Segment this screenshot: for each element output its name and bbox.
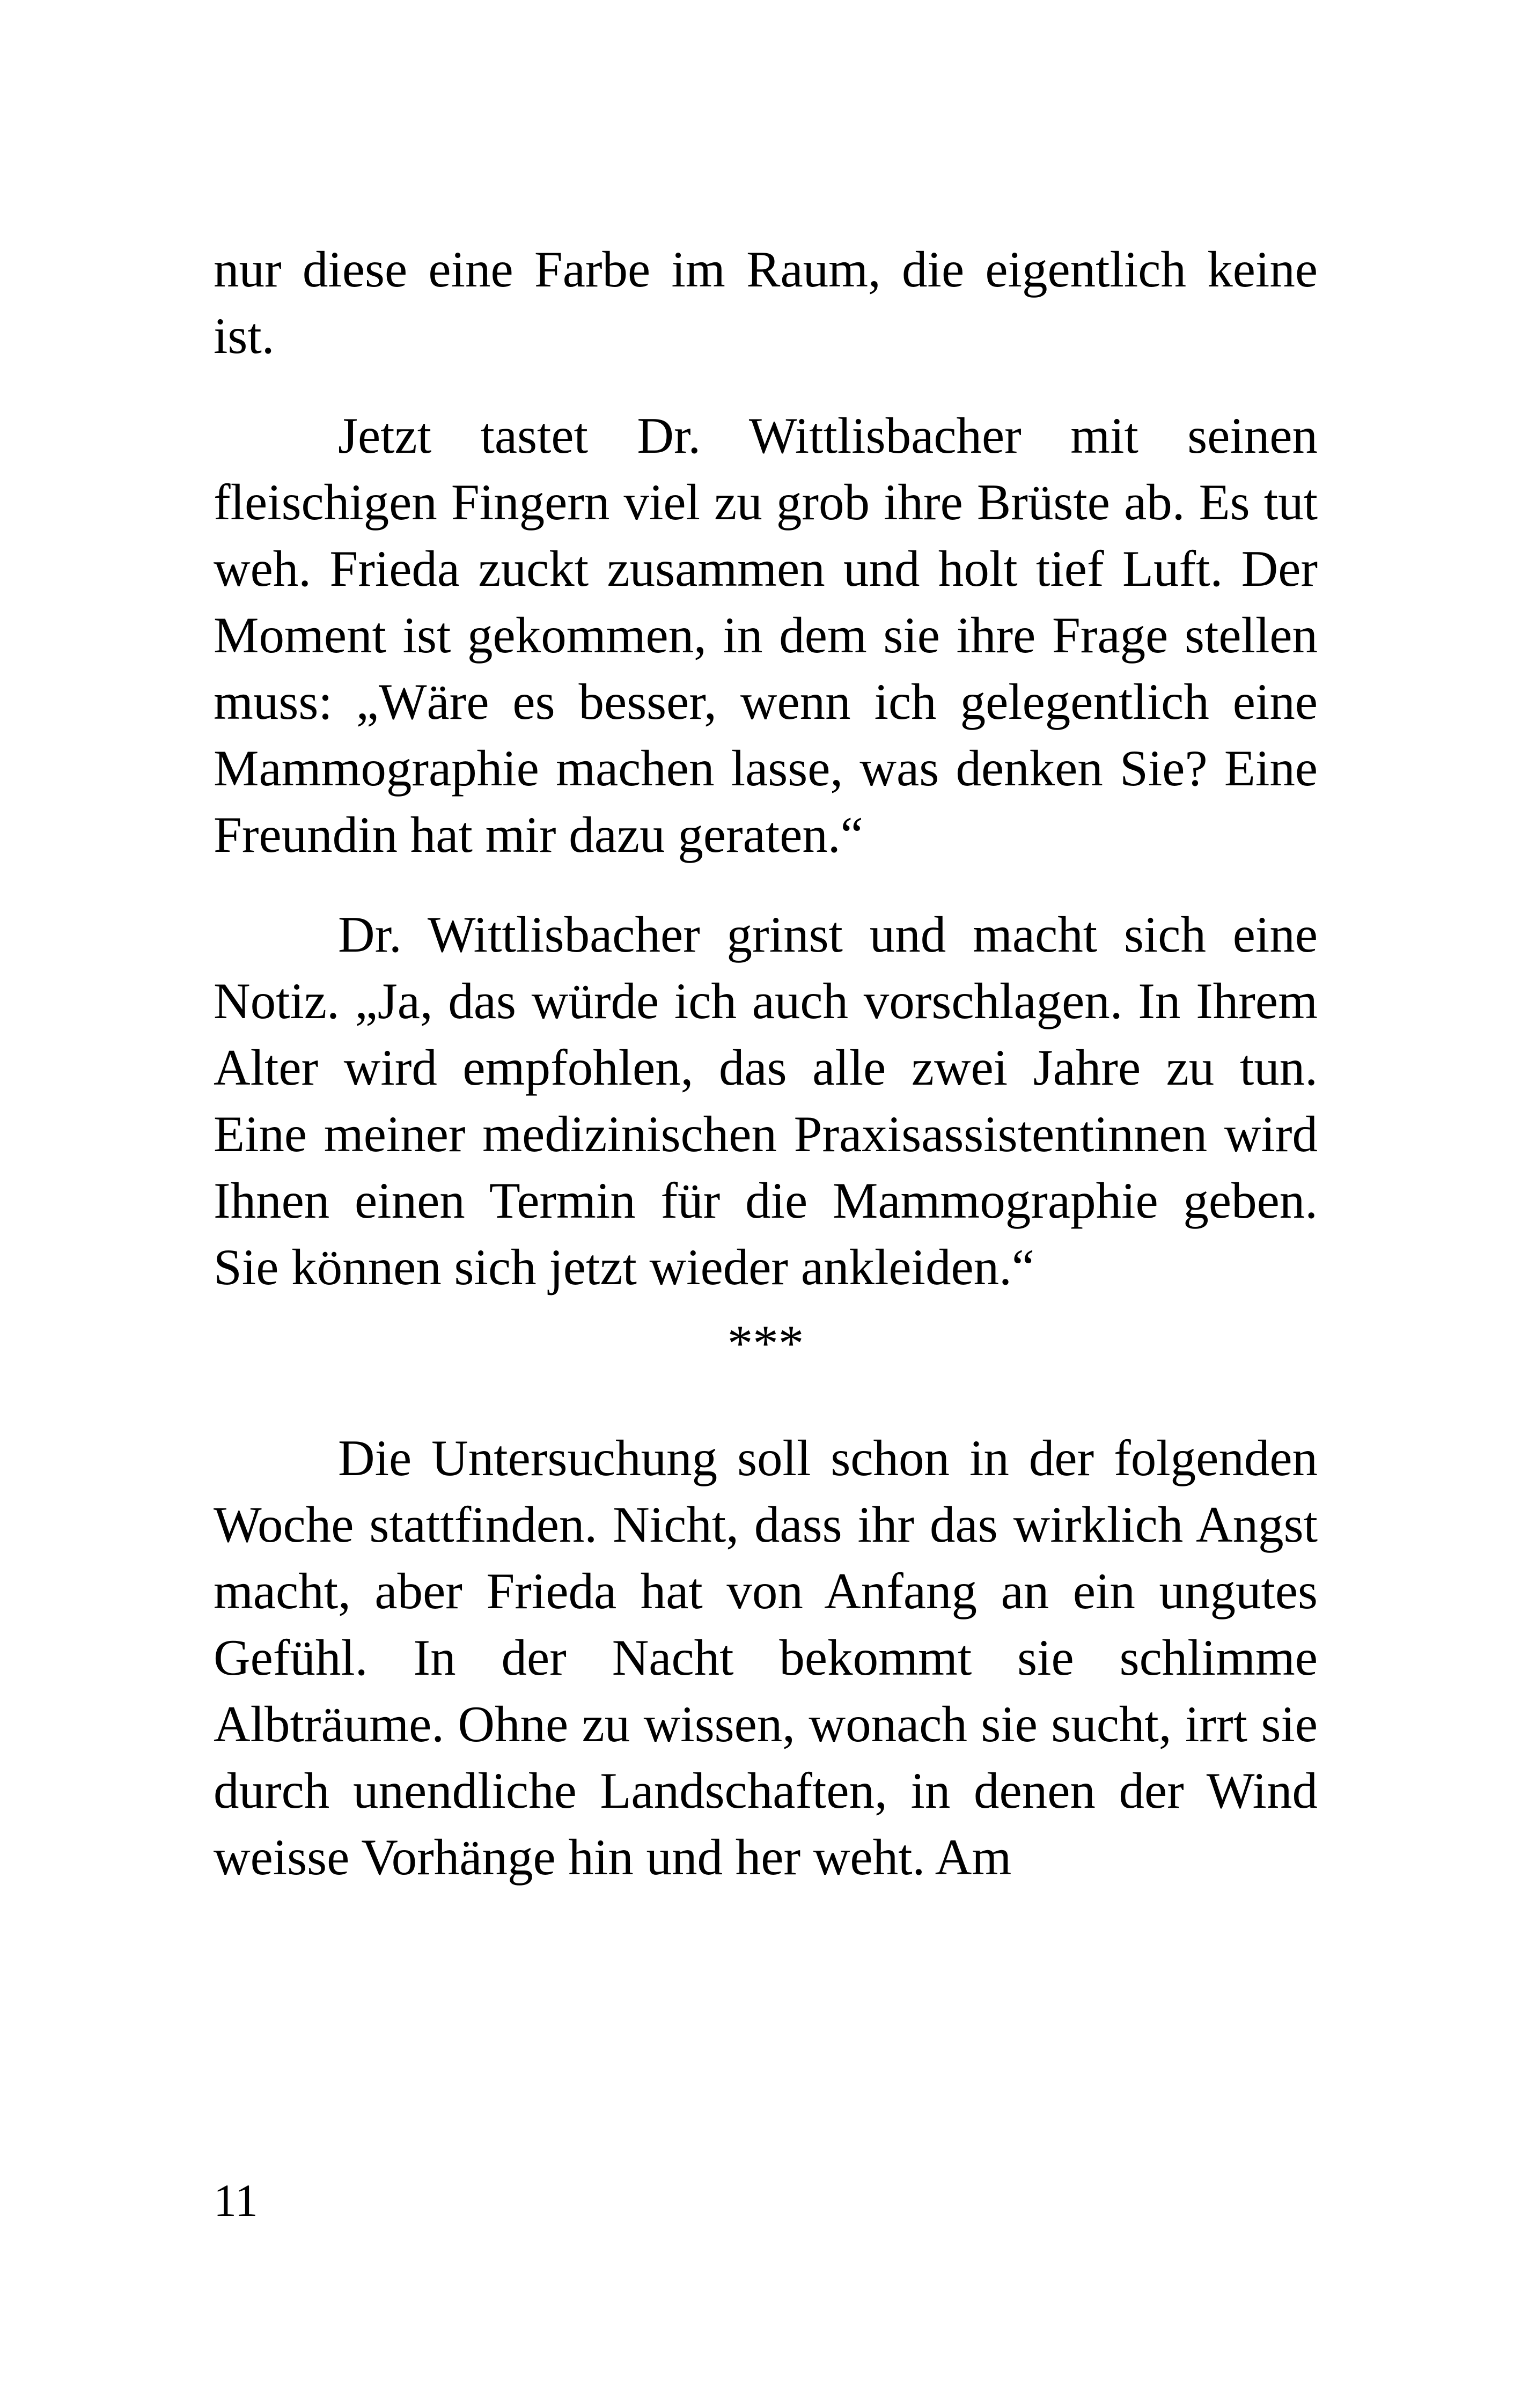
- page-number: 11: [214, 2175, 258, 2226]
- body-text: [214, 236, 1318, 1890]
- paragraph-appointment: Die Untersuchung soll schon in der folgenden Woche stattfinden. Nicht, dass ihr das wirklich Angst macht, aber Frieda hat von Anfang an ein ungutes Gefühl. In der Nacht bekommt sie schlimme Albträume. Ohne zu wissen, wonach sie sucht, irrt sie durch unendliche Landschaften, in denen der Wind weisse Vorhänge hin und her weht. Am: [214, 1430, 1318, 1886]
- section-separator: ***: [727, 1315, 804, 1372]
- paragraph-examination: Jetzt tastet Dr. Wittlisbacher mit seinen fleischigen Fingern viel zu grob ihre Brüste ab. Es tut weh. Frieda zuckt zusammen und holt tief Luft. Der Moment ist gekommen, in dem sie ihre Frage stellen muss: „Wäre es besser, wenn ich gelegentlich eine Mammographie machen lasse, was denken Sie? Eine Freundin hat mir dazu geraten.“: [214, 407, 1318, 863]
- paragraph-continuation: nur diese eine Farbe im Raum, die eigentlich keine ist.: [214, 241, 1318, 364]
- paragraph-doctor-reply: Dr. Wittlisbacher grinst und macht sich eine Notiz. „Ja, das würde ich auch vorschlagen. In Ihrem Alter wird empfohlen, das alle zwei Jahre zu tun. Eine meiner medizinischen Praxisassistentinnen wird Ihnen einen Termin für die Mammographie geben. Sie können sich jetzt wieder ankleiden.“: [214, 906, 1318, 1295]
